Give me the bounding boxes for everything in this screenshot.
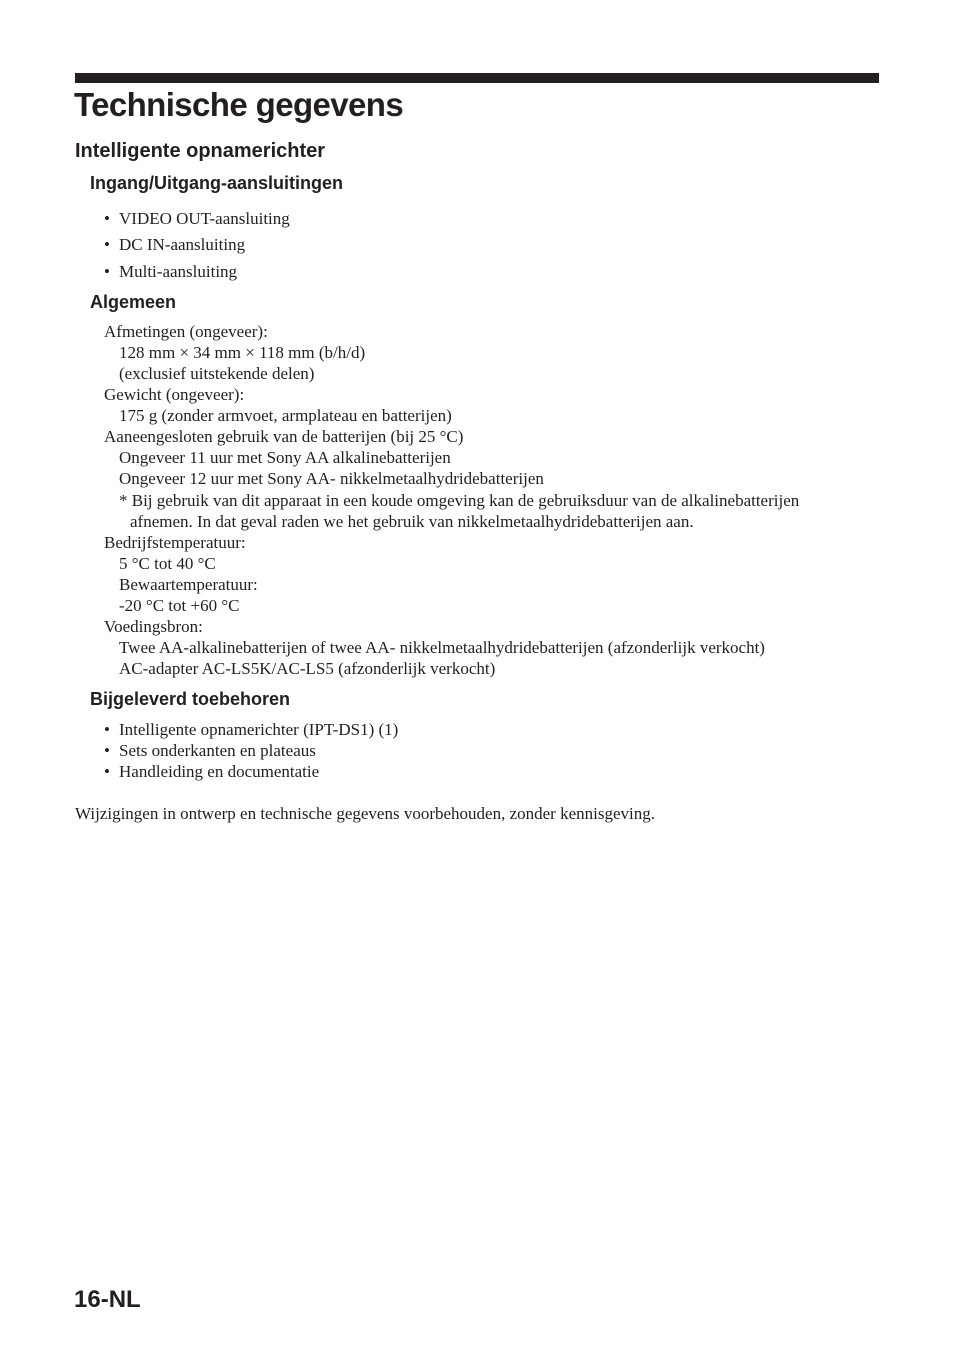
weight-value: 175 g (zonder armvoet, armplateau en batterijen) xyxy=(119,406,452,425)
title-rule xyxy=(75,73,879,83)
battery-label: Aaneengesloten gebruik van de batterijen (bij 25 °C) xyxy=(104,427,464,446)
power-label: Voedingsbron: xyxy=(104,617,203,636)
bullet-icon: • xyxy=(104,762,110,781)
bullet-icon: • xyxy=(104,262,110,281)
list-item: • Sets onderkanten en plateaus xyxy=(104,741,316,760)
list-item: • DC IN-aansluiting xyxy=(104,235,246,254)
list-item: • Handleiding en documentatie xyxy=(104,762,320,781)
list-item: • Intelligente opnamerichter (IPT-DS1) (1) xyxy=(104,720,399,739)
battery-nimh: Ongeveer 12 uur met Sony AA- nikkelmetaalhydridebatterijen xyxy=(119,469,544,488)
page-number: 16-NL xyxy=(74,1286,141,1313)
operating-temp-value: 5 °C tot 40 °C xyxy=(119,554,216,573)
list-item: • Multi-aansluiting xyxy=(104,262,238,281)
footer-note: Wijzigingen in ontwerp en technische gegevens voorbehouden, zonder kennisgeving. xyxy=(75,804,655,823)
bullet-icon: • xyxy=(104,720,110,739)
bullet-icon: • xyxy=(104,235,110,254)
accessories-heading: Bijgeleverd toebehoren xyxy=(90,689,291,709)
section-heading: Intelligente opnamerichter xyxy=(75,140,326,162)
battery-note-line-2: afnemen. In dat geval raden we het gebruik van nikkelmetaalhydridebatterijen aan. xyxy=(130,512,694,531)
weight-label: Gewicht (ongeveer): xyxy=(104,385,245,404)
battery-alkaline: Ongeveer 11 uur met Sony AA alkalinebatterijen xyxy=(119,448,451,467)
dimensions-label: Afmetingen (ongeveer): xyxy=(104,322,268,341)
power-value-2: AC-adapter AC-LS5K/AC-LS5 (afzonderlijk verkocht) xyxy=(119,659,496,678)
bullet-icon: • xyxy=(104,209,110,228)
dimensions-value: 128 mm × 34 mm × 118 mm (b/h/d) xyxy=(119,343,366,362)
storage-temp-label: Bewaartemperatuur: xyxy=(119,575,258,594)
page-title: Technische gegevens xyxy=(74,86,404,123)
bullet-icon: • xyxy=(104,741,110,760)
io-heading: Ingang/Uitgang-aansluitingen xyxy=(90,173,343,193)
general-heading: Algemeen xyxy=(90,292,177,312)
storage-temp-value: -20 °C tot +60 °C xyxy=(119,596,240,615)
operating-temp-label: Bedrijfstemperatuur: xyxy=(104,533,246,552)
battery-note-line-1: * Bij gebruik van dit apparaat in een koude omgeving kan de gebruiksduur van de alkalinebatterijen xyxy=(119,491,800,510)
list-item: • VIDEO OUT-aansluiting xyxy=(104,209,290,228)
power-value-1: Twee AA-alkalinebatterijen of twee AA- nikkelmetaalhydridebatterijen (afzonderlijk verkocht) xyxy=(119,638,765,657)
dimensions-note: (exclusief uitstekende delen) xyxy=(119,364,315,383)
